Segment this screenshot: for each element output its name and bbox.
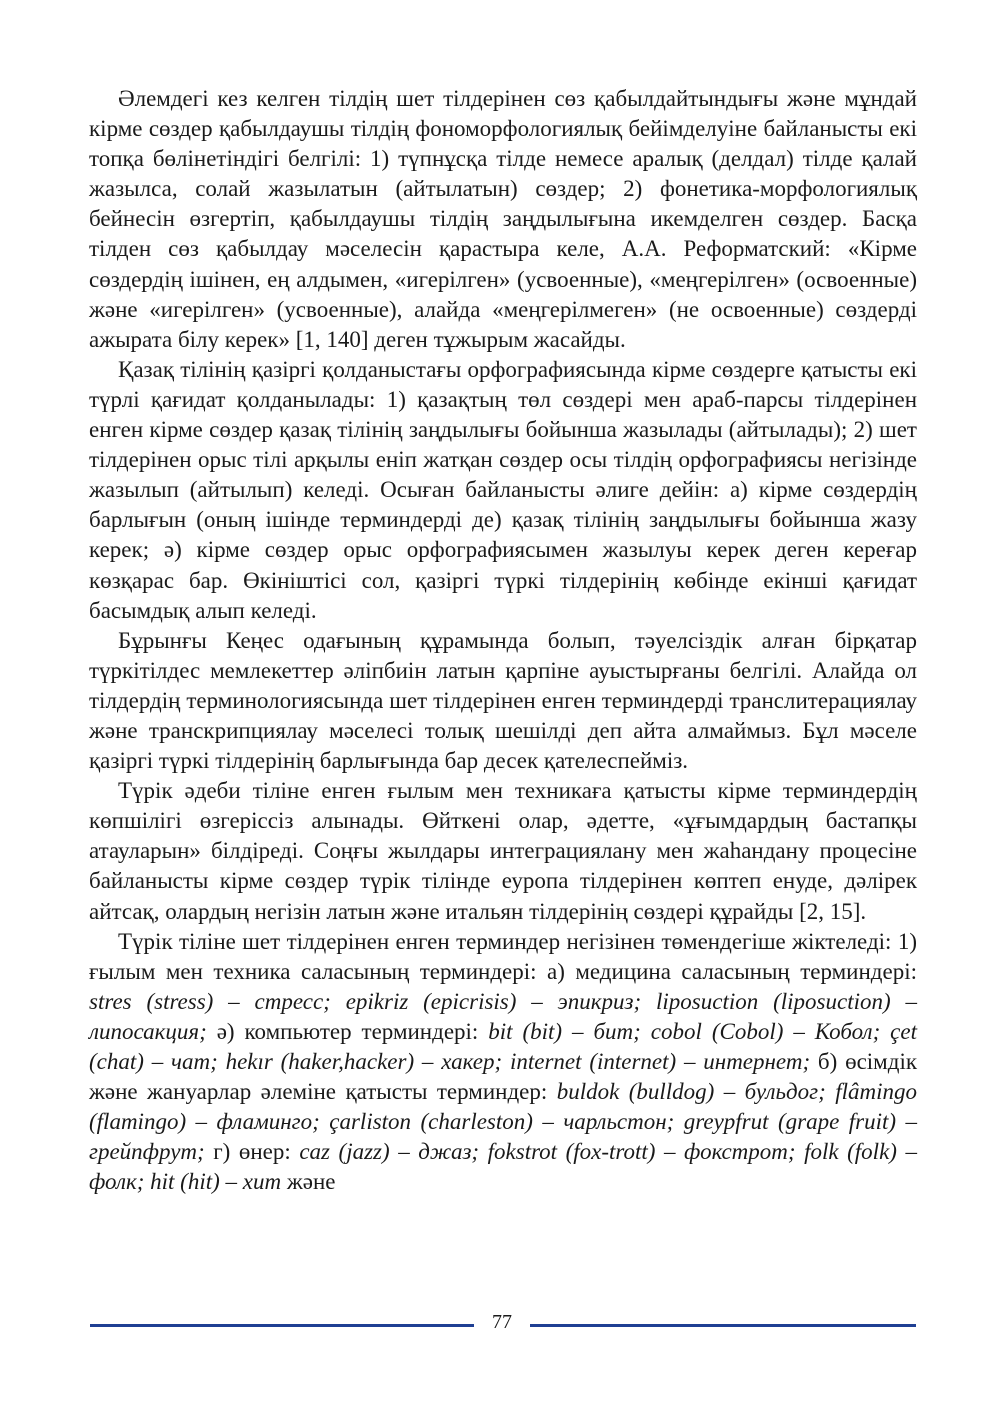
- italic-term-run: buldok (bulldog) – бульдог; flâmingo (flamingo) – фламинго; çarliston (charleston) – чарльстон; greypfrut (grape fruit) – грейпфрут;: [89, 1079, 917, 1165]
- text-run: г) өнер:: [204, 1139, 300, 1165]
- paragraph: [89, 927, 917, 1198]
- italic-term-run: caz (jazz) – джаз; fokstrot (fox-trott) – фокстрот; folk (folk) – фолк; hit (hit) – хит: [89, 1139, 917, 1195]
- footer-rule-right: [530, 1324, 916, 1327]
- body-text: [89, 84, 917, 1197]
- text-run: Түрік тіліне шет тілдерінен енген терминдер негізінен төмендегіше жіктеледі: 1) ғылым мен техника саласының терминдері: а) медицина саласының терминдері:: [89, 928, 917, 984]
- text-run: Бұрынғы Кеңес одағының құрамында болып, тәуелсіздік алған бірқатар түркітілдес мемлекеттер әліпбиін латын қарпіне ауыстырғаны белгілі. Алайда ол тілдердің терминологиясында шет тілдерінен енген терминдерді транслитерациялау және транскрипциялау мәселесі толық шешілді деп айта алмаймыз. Бұл мәселе қазіргі түркі тілдерінің барлығында бар десек қателеспейміз.: [89, 627, 917, 774]
- paragraph: [89, 776, 917, 926]
- paragraph: [89, 626, 917, 776]
- text-run: Қазақ тілінің қазіргі қолданыстағы орфографиясында кірме сөздерге қатысты екі түрлі қағидат қолданылады: 1) қазақтың төл сөздері мен араб-парсы тілдерінен енген кірме сөздер қазақ тілінің заңдылығы бойынша жазылады (айтылады); 2) шет тілдерінен орыс тілі арқылы еніп жатқан сөздер осы тілдің орфографиясы негізінде жазылып (айтылып) келеді. Осыған байланысты әлиге дейін: а) кірме сөздердің барлығын (оның ішінде терминдерді де) қазақ тілінің заңдылығы бойынша жазу керек; ә) кірме сөздер орыс орфографиясымен жазылуы керек деген кереғар көзқарас бар. Өкініштісі сол, қазіргі түркі тілдерінің көбінде екінші қағидат басымдық алып келеді.: [89, 356, 917, 623]
- text-run: ә) компьютер терминдері:: [206, 1018, 489, 1044]
- italic-term-run: stres (stress) – стресс; epikriz (epicrisis) – эпикриз; liposuction (liposuction) – липосакция;: [89, 988, 917, 1044]
- text-run: Әлемдегі кез келген тілдің шет тілдерінен сөз қабылдайтындығы және мұндай кірме сөздер қабылдаушы тілдің фономорфологиялық бейімделуіне байланысты екі топқа бөлінетіндігі белгілі: 1) түпнұсқа тілде немесе аралық (делдал) тілде қалай жазылса, солай жазылатын (айтылатын) сөздер; 2) фонетика-морфологиялық бейнесін өзгертіп, қабылдаушы тілдің заңдылығына икемделген сөздер. Басқа тілден сөз қабылдау мәселесін қарастыра келе, А.А. Реформатский: «Кірме сөздердің ішінен, ең алдымен, «игерілген» (усвоенные), «меңгерілген» (освоенные) және «игерілген» (усвоенные), алайда «меңгерілмеген» (не освоенные) сөздерді ажырата білу керек» [1, 140] деген тұжырым жасайды.: [89, 86, 917, 352]
- paragraph: [89, 84, 917, 355]
- paragraph: [89, 355, 917, 626]
- text-run: Түрік әдеби тіліне енген ғылым мен техникаға қатысты кірме терминдердің көпшілігі өзгеріссіз алынады. Өйткені олар, әдетте, «ұғымдардың бастапқы атауларын» білдіреді. Соңғы жылдары интеграциялану мен жаһандану процесіне байланысты кірме сөздер түрік тілінде еуропа тілдерінен көптеп енуде, дәлірек айтсақ, олардың негізін латын және итальян тілдерінің сөздері құрайды [2, 15].: [89, 778, 917, 924]
- footer-rule-left: [90, 1324, 474, 1327]
- text-run: б) өсімдік және жануарлар әлеміне қатысты терминдер:: [89, 1049, 918, 1105]
- page-number: 77: [492, 1311, 512, 1333]
- text-run: және: [281, 1169, 336, 1195]
- italic-term-run: bit (bit) – бит; cobol (Cobol) – Кобол; çet (chat) – чат; hekır (haker,hacker) – хакер; internet (internet) – интернет;: [89, 1018, 917, 1074]
